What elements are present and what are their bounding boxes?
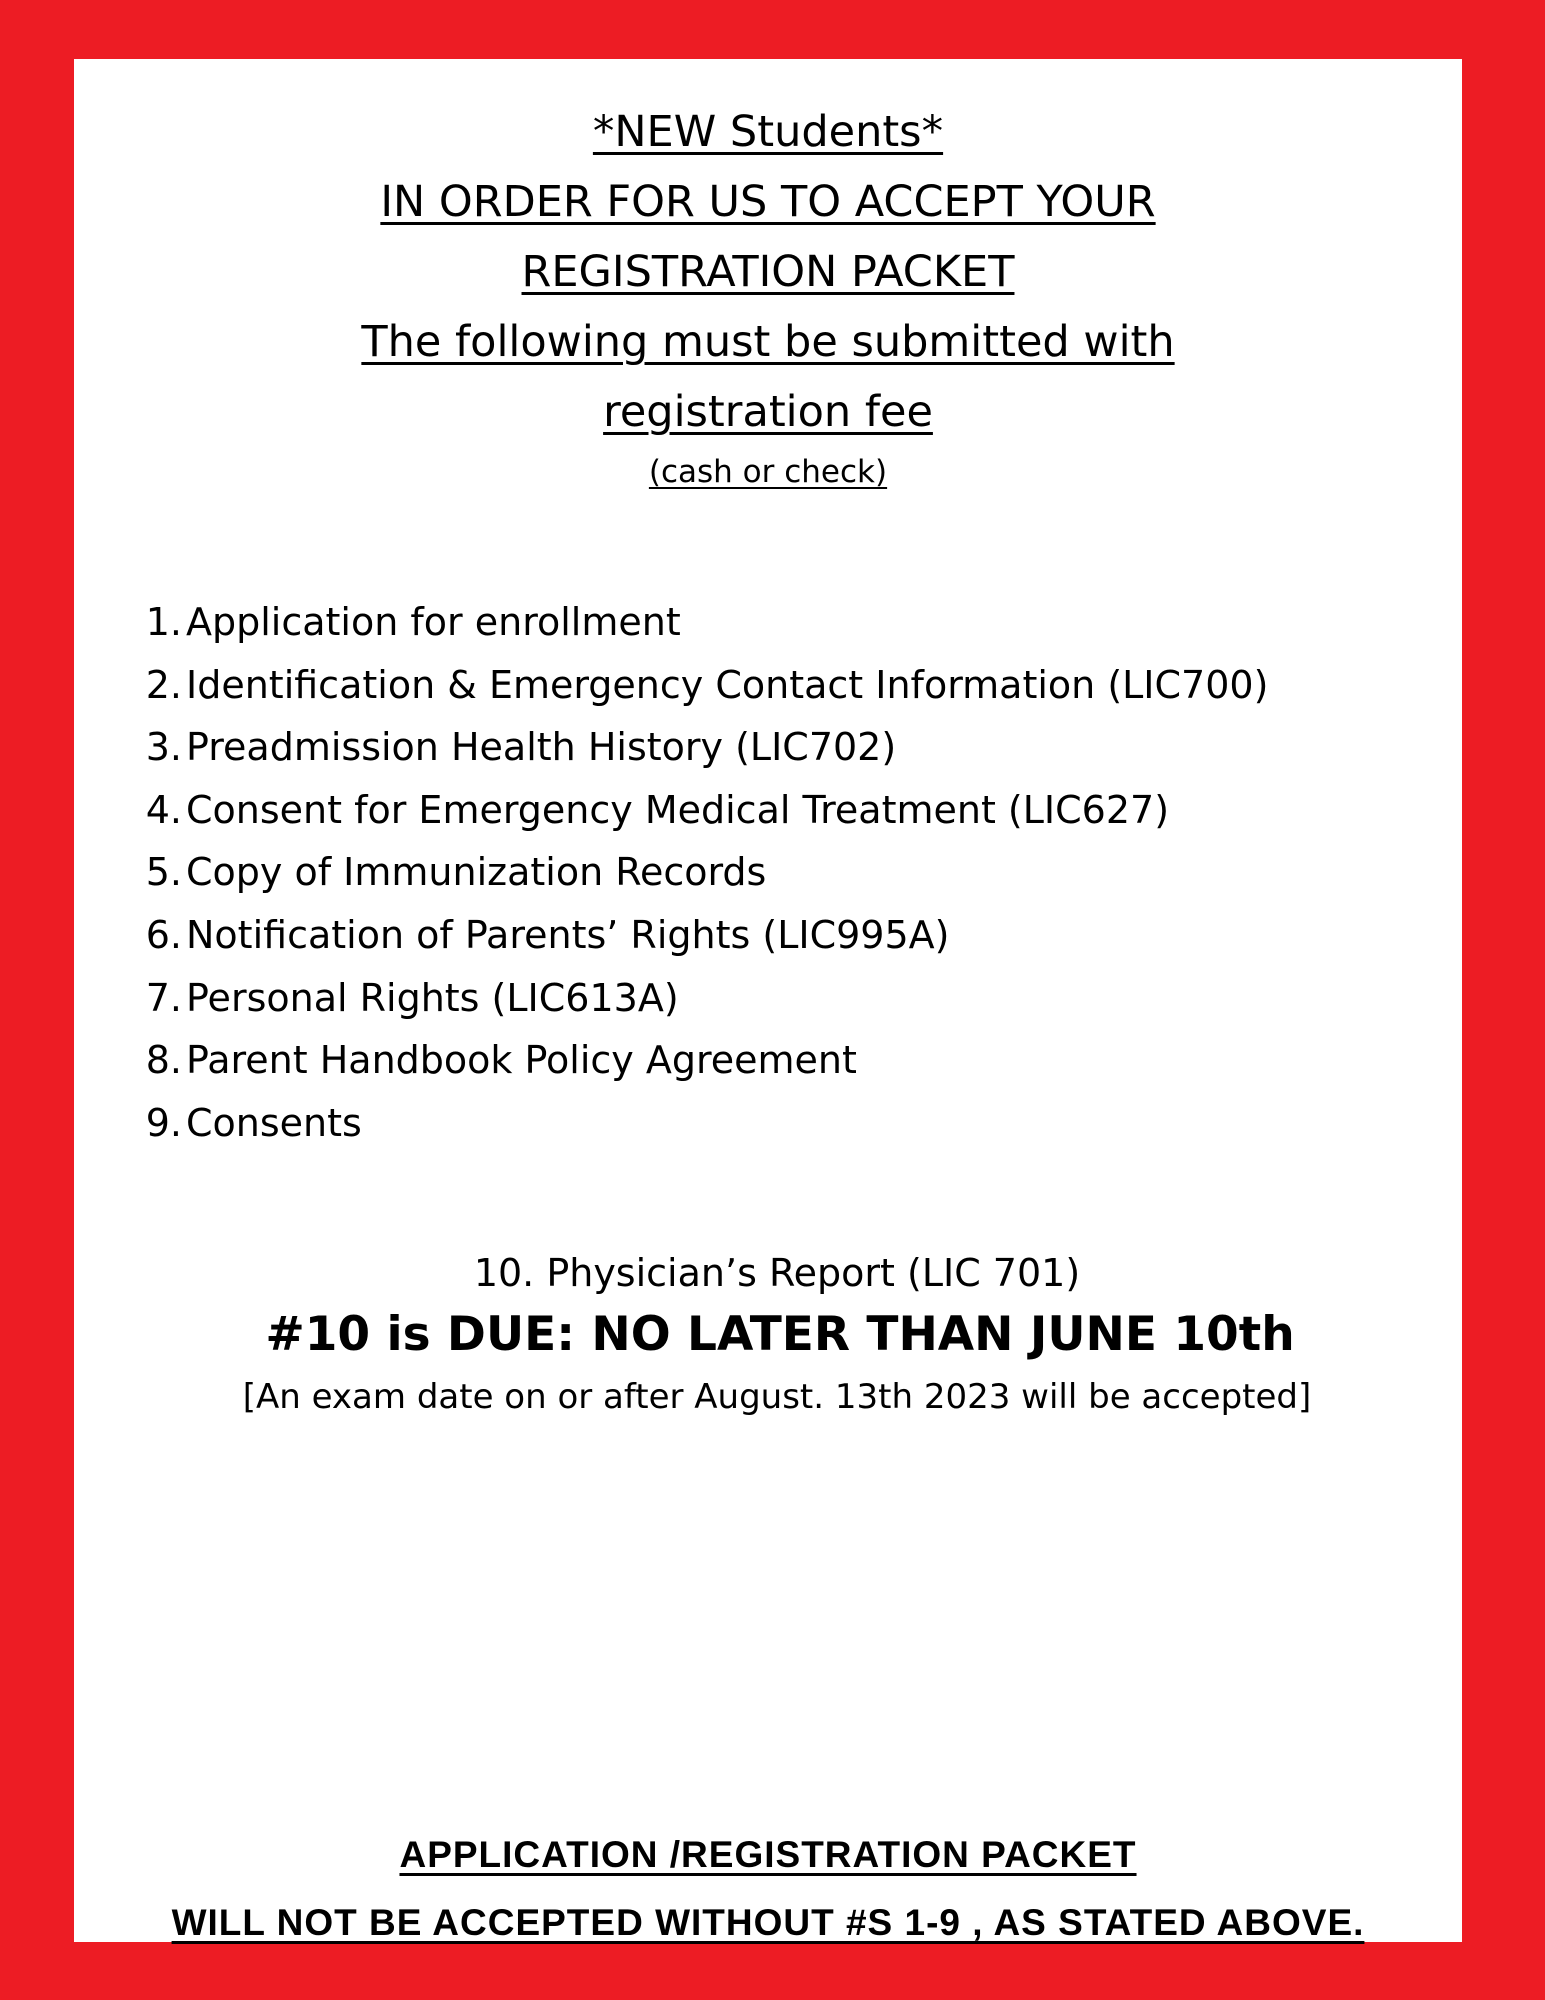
header-payment-method: (cash or check) [648, 454, 888, 490]
item-number: 9. [145, 1100, 182, 1145]
item-text: Notification of Parents’ Rights (LIC995A) [186, 912, 950, 957]
physician-report-section [74, 1244, 1462, 1426]
list-item [138, 841, 1268, 904]
item-text: Parent Handbook Policy Agreement [186, 1038, 857, 1083]
list-item [138, 591, 1268, 654]
header-accept-line: IN ORDER FOR US TO ACCEPT YOUR [380, 177, 1156, 227]
requirements-list [138, 591, 1268, 1154]
physician-exam-note: [An exam date on or after August. 13th 2023 will be accepted] [242, 1377, 1312, 1417]
item-text: Preadmission Health History (LIC702) [186, 725, 897, 770]
item-number: 3. [145, 725, 182, 770]
item-number: 1. [145, 600, 182, 644]
item-number: 5. [145, 850, 182, 895]
footer-warning-line: WILL NOT BE ACCEPTED WITHOUT #S 1-9 , AS STATED ABOVE. [171, 1902, 1365, 1943]
item-text: Application for enrollment [186, 600, 681, 644]
footer-packet-line: APPLICATION /REGISTRATION PACKET [399, 1834, 1137, 1875]
list-item [138, 904, 1268, 967]
header-submitted-with: The following must be submitted with [361, 317, 1175, 367]
flyer-page [74, 59, 1462, 1942]
physician-report-item: 10. Physician’s Report (LIC 701) [473, 1251, 1081, 1295]
list-item [138, 779, 1268, 842]
item-text: Copy of Immunization Records [186, 850, 767, 895]
item-number: 2. [145, 662, 182, 707]
item-text: Identification & Emergency Contact Information (LIC700) [186, 662, 1269, 707]
item-text: Consents [186, 1100, 362, 1145]
list-item [138, 716, 1268, 779]
physician-due-date: #10 is DUE: NO LATER THAN JUNE 10th [265, 1307, 1295, 1362]
flyer-footer [74, 1821, 1462, 1957]
flyer-header [74, 97, 1462, 497]
item-number: 8. [145, 1038, 182, 1083]
item-number: 7. [145, 975, 182, 1020]
item-number: 4. [145, 787, 182, 832]
list-item [138, 1029, 1268, 1092]
item-number: 6. [145, 912, 182, 957]
list-item [138, 1092, 1268, 1155]
item-text: Personal Rights (LIC613A) [186, 975, 679, 1020]
header-registration-fee: registration fee [603, 387, 933, 437]
list-item [138, 967, 1268, 1030]
list-item [138, 654, 1268, 717]
item-text: Consent for Emergency Medical Treatment (LIC627) [186, 787, 1170, 832]
header-new-students: *NEW Students* [592, 107, 944, 157]
header-registration-packet: REGISTRATION PACKET [521, 247, 1015, 297]
